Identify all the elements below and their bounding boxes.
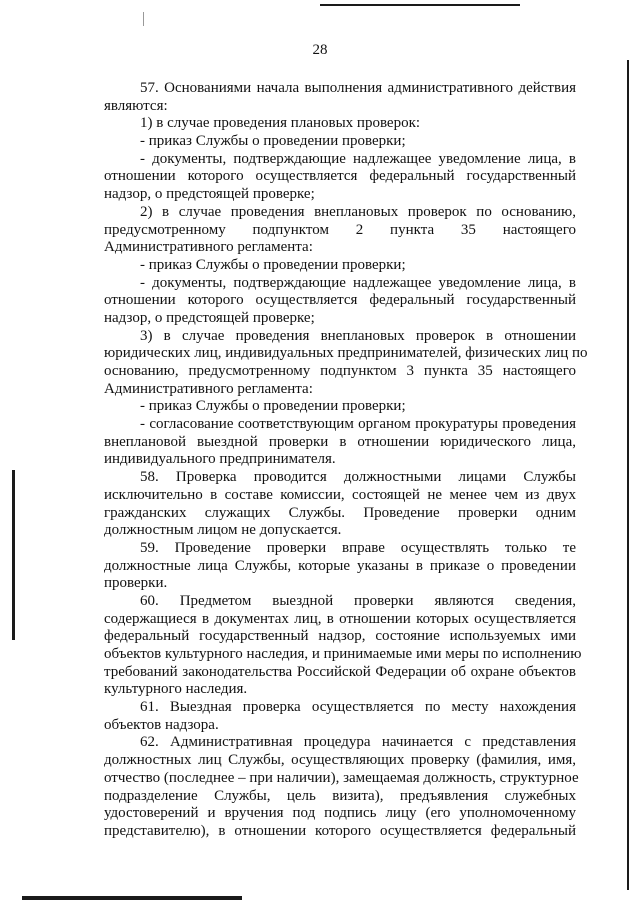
text-line: 57. Основаниями начала выполнения административного действия — [140, 80, 576, 96]
text-line: являются: — [104, 97, 168, 114]
text-line: 3) в случае проведения внеплановых проверок в отношении — [140, 327, 576, 344]
text-line: должностных лиц Службы, осуществляющих проверку (фамилия, имя, — [104, 752, 576, 769]
scan-edge-top — [320, 4, 520, 6]
text-line: индивидуального предпринимателя. — [104, 451, 336, 468]
text-line: 2) в случае проведения внеплановых проверок по основанию, — [140, 203, 576, 220]
text-line: внеплановой выездной проверки в отношении юридического лица, — [104, 433, 576, 450]
scan-tick-top-left — [143, 12, 144, 26]
text-line: - согласование соответствующим органом прокуратуры проведения — [140, 416, 576, 433]
text-line: - приказ Службы о проведении проверки; — [140, 256, 406, 273]
text-line: удостоверений и вручения под подпись лицу (его уполномоченному — [104, 805, 576, 822]
text-line: предусмотренному подпунктом 2 пункта 35 настоящего — [104, 221, 576, 238]
text-line: 58. Проверка проводится должностными лицами Службы — [140, 469, 576, 486]
text-line: - документы, подтверждающие надлежащее уведомление лица, в — [140, 274, 576, 291]
text-line: 59. Проведение проверки вправе осуществлять только те — [140, 539, 576, 556]
text-line: исключительно в составе комиссии, состоящей не менее чем из двух — [104, 486, 576, 503]
scan-edge-right — [627, 60, 629, 890]
document-body — [104, 80, 588, 841]
text-line: юридических лиц, индивидуальных предпринимателей, физических лиц по — [104, 345, 588, 362]
text-line: проверки. — [104, 575, 168, 592]
text-line: - приказ Службы о проведении проверки; — [140, 133, 406, 150]
text-line: 62. Административная процедура начинается с представления — [140, 734, 576, 751]
text-line: федеральный государственный надзор, состояние используемых ими — [104, 628, 576, 645]
text-line: 1) в случае проведения плановых проверок: — [140, 115, 421, 132]
text-line: - документы, подтверждающие надлежащее уведомление лица, в — [140, 150, 576, 167]
text-line: содержащиеся в документах лиц, в отношении которых осуществляется — [104, 610, 576, 627]
text-line: надзор, о предстоящей проверке; — [104, 186, 315, 203]
text-line: культурного наследия. — [104, 681, 248, 698]
text-line: Административного регламента: — [104, 239, 313, 256]
text-line: объектов надзора. — [104, 716, 219, 733]
text-line: основанию, предусмотренному подпунктом 3 пункта 35 настоящего — [104, 363, 576, 379]
text-line: Административного регламента: — [104, 380, 313, 397]
text-line: отношении которого осуществляется федеральный государственный — [104, 168, 576, 185]
text-line: объектов культурного наследия, и принимаемые ими меры по исполнению — [104, 646, 582, 662]
text-line: подразделение Службы, цель визита), предъявления служебных — [104, 787, 576, 804]
text-line: 61. Выездная проверка осуществляется по месту нахождения — [140, 699, 576, 716]
text-line: отношении которого осуществляется федеральный государственный — [104, 292, 576, 309]
scan-edge-bottom — [22, 896, 242, 900]
text-line: надзор, о предстоящей проверке; — [104, 309, 315, 326]
text-line: 60. Предметом выездной проверки являются сведения, — [140, 592, 576, 609]
text-line: должностным лицом не допускается. — [104, 522, 342, 539]
text-line: должностные лица Службы, которые указаны в приказе о проведении — [104, 557, 576, 574]
text-line: гражданских служащих Службы. Проведение проверки одним — [104, 504, 576, 521]
text-line: представителю), в отношении которого осуществляется федеральный — [104, 822, 576, 839]
text-line: - приказ Службы о проведении проверки; — [140, 398, 406, 415]
scan-edge-left — [12, 470, 15, 640]
page-number: 28 — [312, 42, 328, 58]
text-line: требований законодательства Российской Федерации об охране объектов — [104, 663, 576, 680]
text-line: отчество (последнее – при наличии), замещаемая должность, структурное — [104, 769, 579, 786]
